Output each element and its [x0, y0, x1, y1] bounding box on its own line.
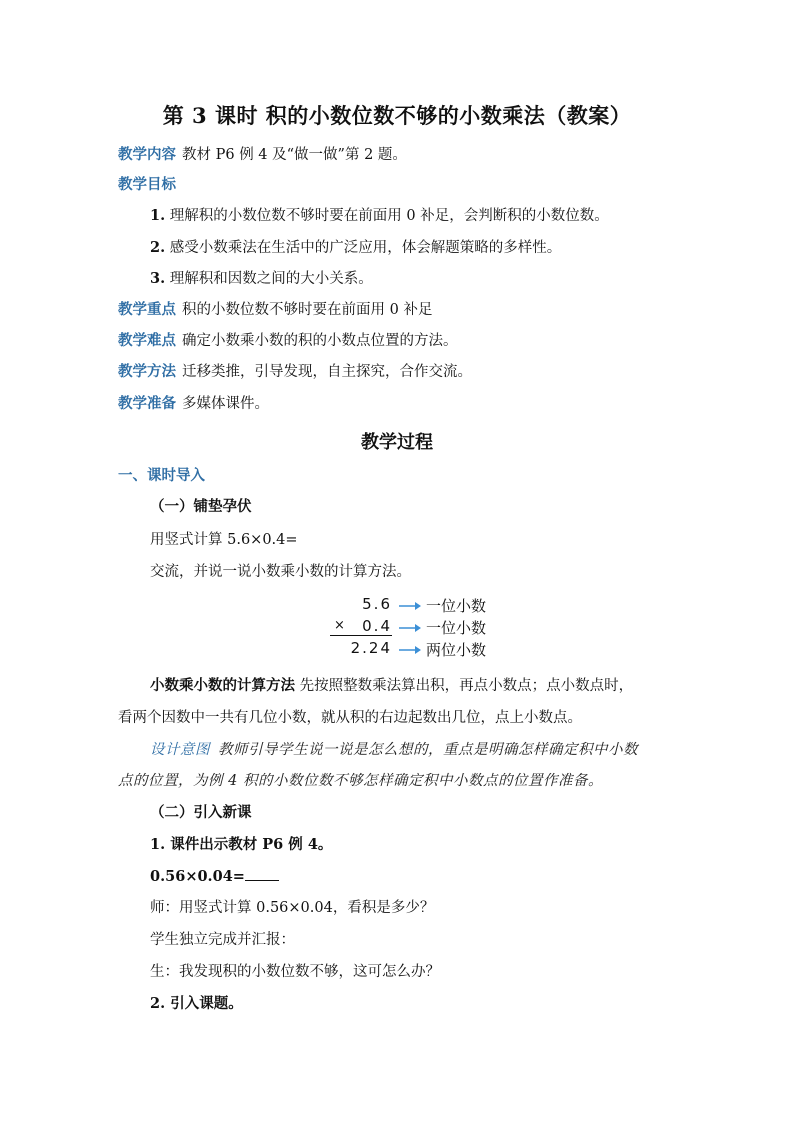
teaching-content-text: 教材 P6 例 4 及“做一做”第 2 题。: [182, 147, 407, 163]
answer-blank: [245, 866, 279, 881]
goal-item: [150, 238, 561, 258]
method-text-2: 看两个因数中一共有几位小数，就从积的右边起数出几位，点上小数点。: [118, 710, 582, 726]
calc-desc-2: 一位小数: [426, 619, 487, 637]
section-heading: 一、课时导入: [118, 467, 205, 484]
label-teaching-difficulty: 教学难点: [118, 332, 176, 349]
teaching-method-text: 迁移类推，引导发现，自主探究，合作交流。: [182, 364, 472, 380]
goal-text: 理解积的小数位数不够时要在前面用 0 补足，会判断积的小数位数。: [169, 208, 609, 224]
design-intent-label: 设计意图: [150, 742, 210, 758]
subsection-heading: （一）铺垫孕伏: [150, 498, 252, 515]
teaching-difficulty-text: 确定小数乘小数的积的小数点位置的方法。: [182, 333, 458, 349]
process-title: 教学过程: [361, 432, 433, 453]
method-bold-label: 小数乘小数的计算方法: [150, 677, 295, 694]
step-number: 1.: [150, 836, 166, 853]
goal-text: 理解积和因数之间的大小关系。: [169, 271, 373, 287]
goal-number: 2.: [150, 239, 166, 256]
teaching-method: [118, 362, 472, 382]
dialog-line: 师：用竖式计算 0.56×0.04，看积是多少？: [150, 900, 435, 916]
arrow-right-icon: [398, 622, 422, 634]
label-teaching-prep: 教学准备: [118, 395, 176, 412]
teaching-content: [118, 145, 407, 165]
step-item: [150, 835, 332, 855]
design-intent-text-1: 教师引导学生说一说是怎么想的，重点是明确怎样确定积中小数: [218, 742, 638, 758]
dialog-line: 学生独立完成并汇报：: [150, 932, 295, 948]
teaching-goals-heading: [118, 175, 182, 195]
goal-item: [150, 206, 609, 226]
paragraph: 交流，并说一说小数乘小数的计算方法。: [150, 564, 411, 580]
label-teaching-method: 教学方法: [118, 363, 176, 380]
goal-text: 感受小数乘法在生活中的广泛应用，体会解题策略的多样性。: [169, 240, 562, 256]
step-item: [150, 994, 243, 1014]
equation-text: 0.56×0.04=: [150, 868, 245, 885]
arrow-right-icon: [398, 644, 422, 656]
step-text: 课件出示教材 P6 例 4。: [170, 836, 333, 853]
vertical-calculation: [330, 594, 510, 664]
paragraph: 用竖式计算 5.6×0.4=: [150, 532, 298, 548]
label-teaching-key: 教学重点: [118, 301, 176, 318]
calc-product: 2.24: [350, 639, 392, 657]
step-text: 引入课题。: [170, 995, 243, 1012]
method-text-1: 先按照整数乘法算出积，再点小数点；点小数点时，: [299, 678, 634, 694]
goal-item: [150, 269, 373, 289]
calc-factor-1: 5.6: [362, 595, 392, 613]
multiply-sign: ×: [334, 618, 345, 633]
dialog-line: 生：我发现积的小数位数不够，这可怎么办？: [150, 964, 440, 980]
teaching-prep-text: 多媒体课件。: [182, 396, 269, 412]
subsection-heading: （二）引入新课: [150, 804, 252, 821]
label-teaching-goals: 教学目标: [118, 176, 176, 193]
design-intent-text-2: 点的位置，为例 4 积的小数位数不够怎样确定积中小数点的位置作准备。: [118, 773, 603, 789]
calc-desc-3: 两位小数: [426, 641, 487, 659]
goal-number: 1.: [150, 207, 166, 224]
teaching-key: [118, 300, 432, 320]
design-intent: [150, 740, 638, 760]
method-paragraph: [150, 676, 633, 696]
teaching-difficulty: [118, 331, 458, 351]
calc-factor-2: 0.4: [362, 617, 392, 635]
arrow-right-icon: [398, 600, 422, 612]
teaching-key-text: 积的小数位数不够时要在前面用 0 补足: [182, 302, 433, 318]
page-title: 第 3 课时 积的小数位数不够的小数乘法（教案）: [162, 103, 632, 128]
calc-desc-1: 一位小数: [426, 597, 487, 615]
step-number: 2.: [150, 995, 166, 1012]
calc-divider: [330, 635, 392, 636]
equation: [150, 866, 279, 887]
teaching-prep: [118, 394, 269, 414]
label-teaching-content: 教学内容: [118, 146, 176, 163]
goal-number: 3.: [150, 270, 166, 287]
